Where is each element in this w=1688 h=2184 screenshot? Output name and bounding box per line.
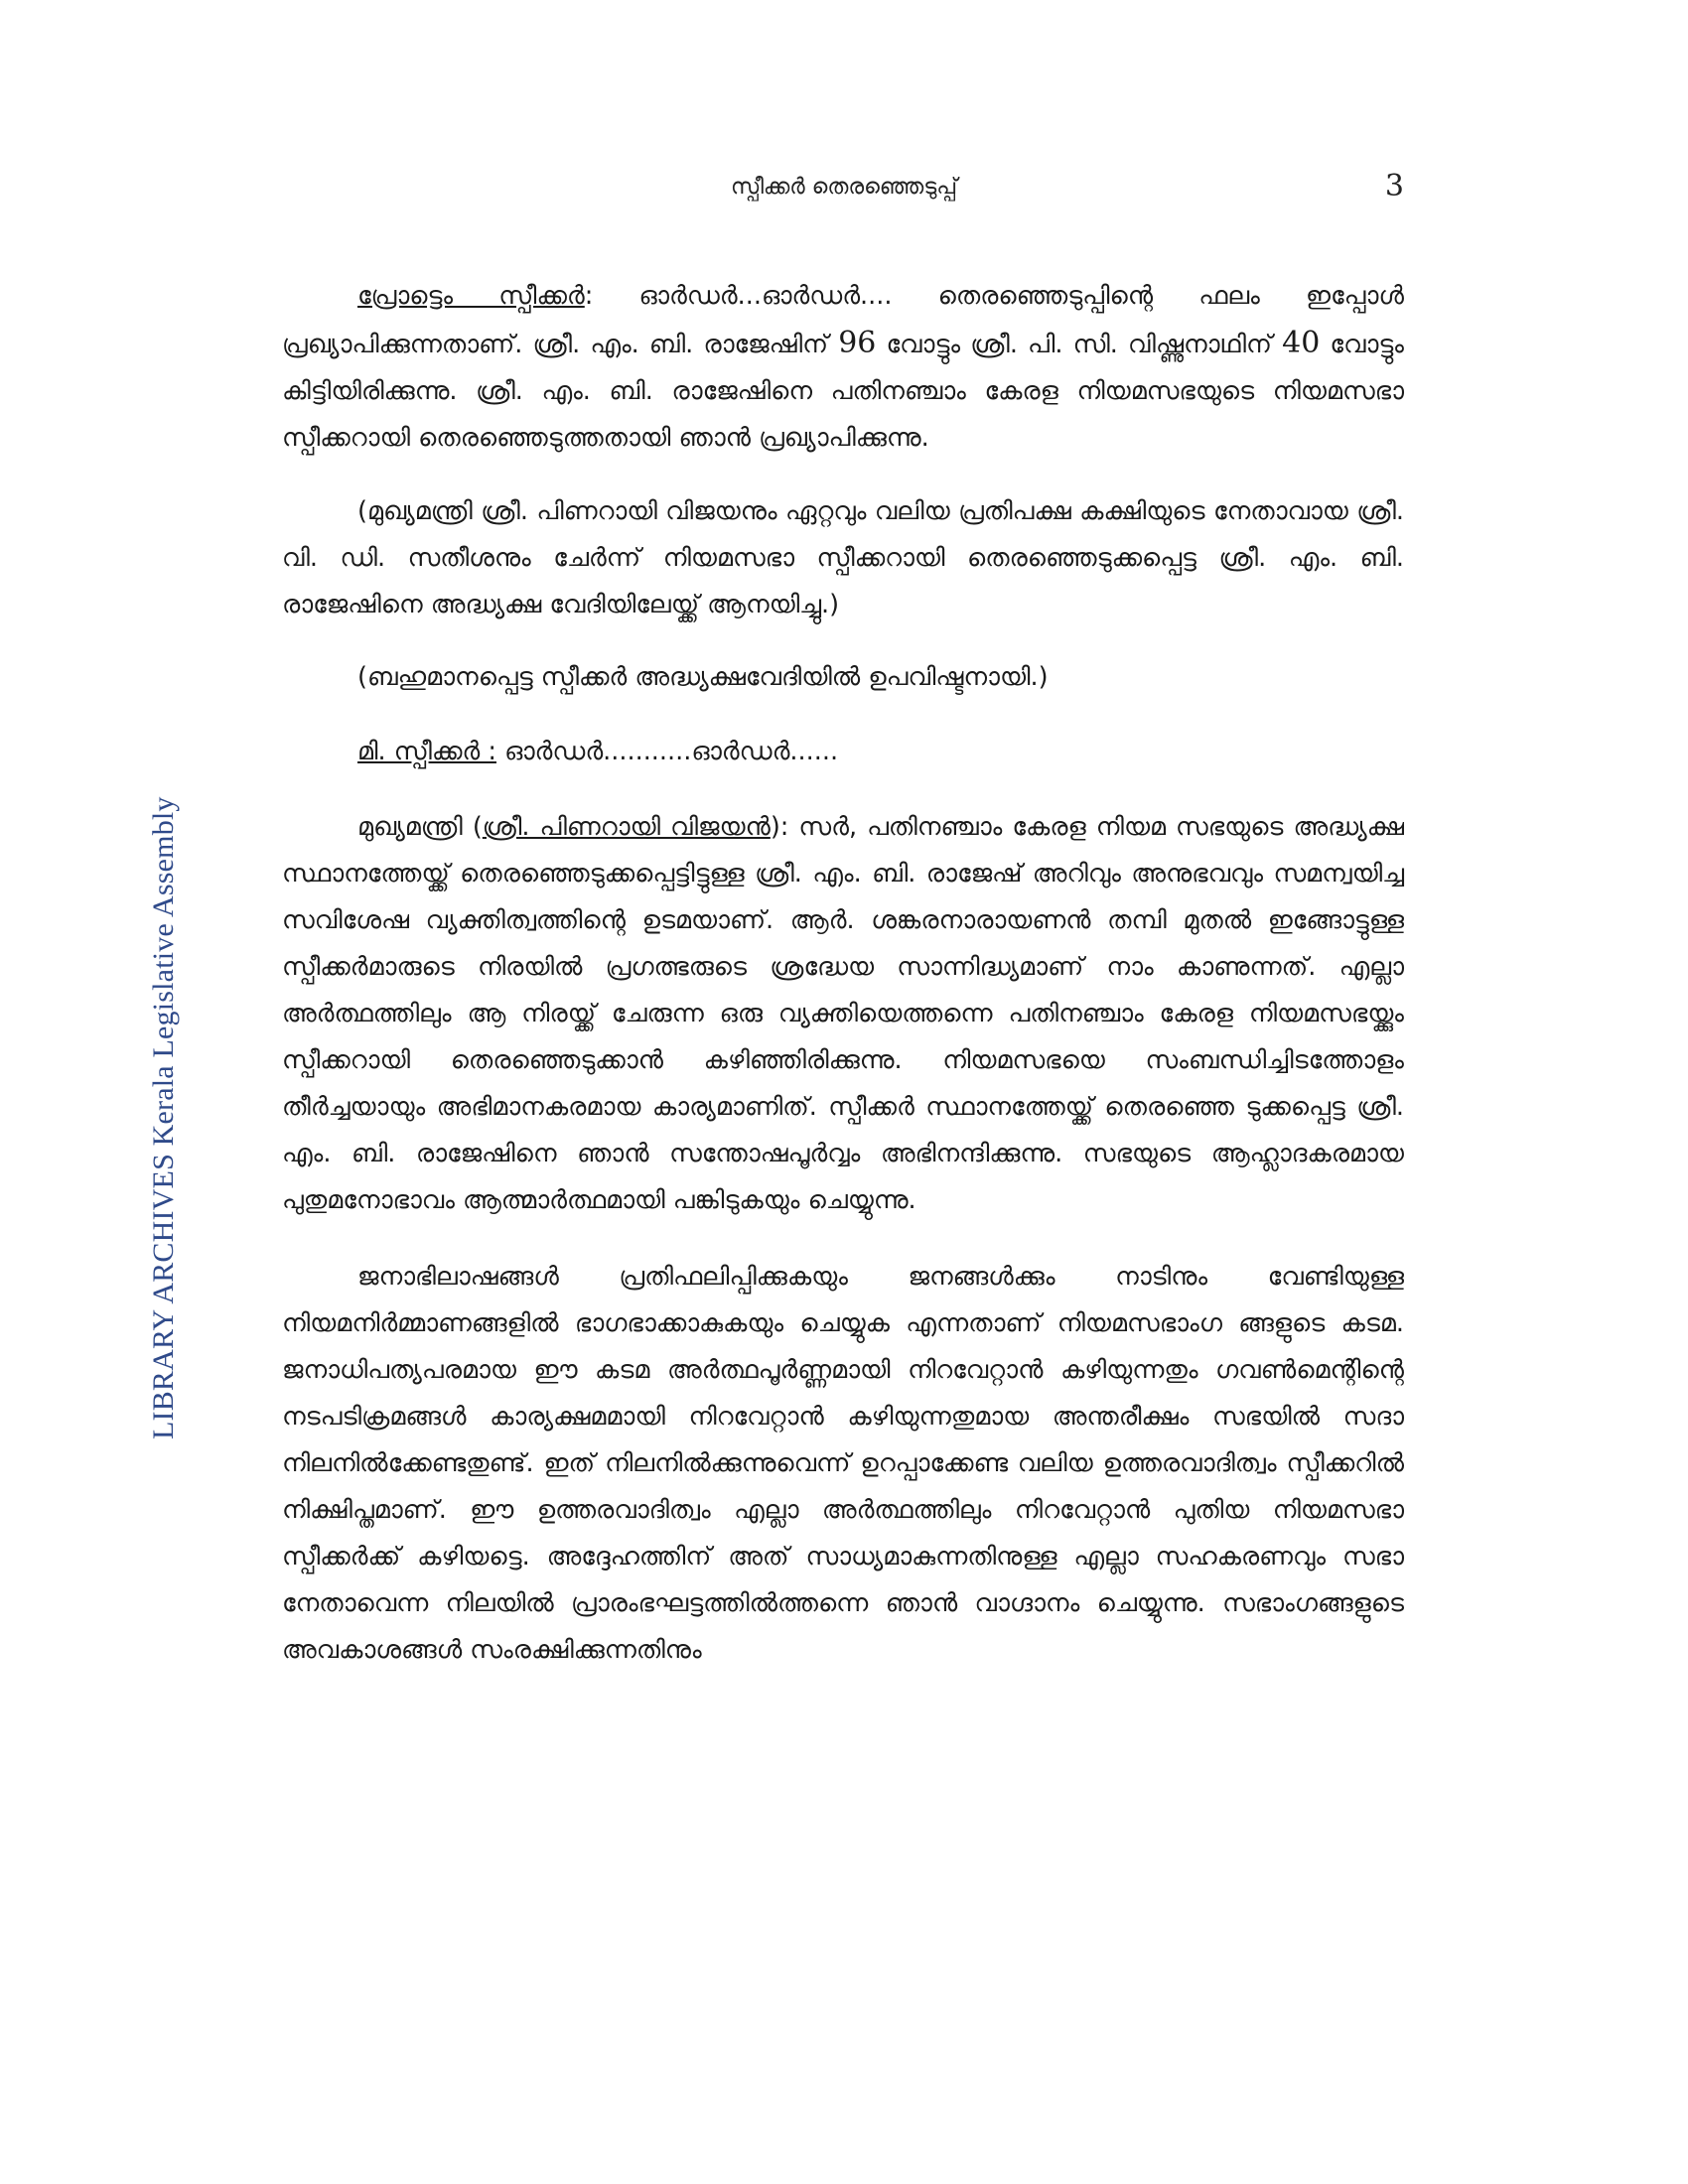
paragraph-stage-note: (ബഹുമാനപ്പെട്ട സ്പീക്കർ അദ്ധ്യക്ഷവേദിയിൽ ഉപവിഷ്ടനായി.) xyxy=(357,662,1049,692)
paragraph-text: : ഓർഡർ...ഓർഡർ.... തെരഞ്ഞെടുപ്പിന്റെ ഫലം ഇപ്പോൾ പ്രഖ്യാപിക്കുന്നതാണ്. ശ്രീ. എം. ബി. രാജേഷിന് xyxy=(282,281,1404,359)
vote-count: 96 xyxy=(838,326,877,360)
paragraph-text: വോട്ടും കിട്ടിയിരിക്കുന്നു. ശ്രീ. എം. ബി. രാജേഷിനെ പതിനഞ്ചാം കേരള നിയമസഭയുടെ നിയമസഭാ സ്പീക്കറായി തെരഞ്ഞെടുത്തതായി ഞാൻ പ്രഖ്യാപിക്കുന്നു. xyxy=(282,330,1404,453)
paragraph-chief-minister xyxy=(282,804,1404,1224)
paragraph-text: മുഖ്യമന്ത്രി ( xyxy=(357,812,483,842)
paragraph-text: ): സർ, പതിനഞ്ചാം കേരള നിയമ സഭയുടെ അദ്ധ്യക്ഷ സ്ഥാനത്തേയ്ക്ക് തെരഞ്ഞെടുക്കപ്പെട്ടിട്ടുള്ള ശ്രീ. എം. ബി. രാജേഷ് അറിവും അനുഭവവും സമന്വയിച്ച സവിശേഷ വ്യക്തിത്വത്തിന്റെ ഉടമയാണ്. ആർ. ശങ്കരനാരായണൻ തമ്പി മുതൽ ഇങ്ങോട്ടുള്ള സ്പീക്കർമാരുടെ നിരയിൽ പ്രഗത്ഭരുടെ ശ്രദ്ധേയ സാന്നിദ്ധ്യമാണ് നാം കാണുന്നത്. എല്ലാ അർത്ഥത്തിലും ആ നിരയ്ക്ക് ചേരുന്ന ഒരു വ്യക്തിയെത്തന്നെ പതിനഞ്ചാം കേരള നിയമസഭയ്ക്കും സ്പീക്കറായി തെരഞ്ഞെടുക്കാൻ കഴിഞ്ഞിരിക്കുന്നു. നിയമസഭയെ സംബന്ധിച്ചിടത്തോളം തീർച്ചയായും അഭിമാനകരമായ കാര്യമാണിത്. സ്പീക്കർ സ്ഥാനത്തേയ്ക്ക് തെരഞ്ഞെ ടുക്കപ്പെട്ട ശ്രീ. എം. ബി. രാജേഷിനെ ഞാൻ സന്തോഷപൂർവ്വം അഭിനന്ദിക്കുന്നു. സഭയുടെ ആഹ്ലാദകരമായ പുതുമനോഭാവം ആത്മാർത്ഥമായി പങ്കിടുകയും ചെയ്യുന്നു. xyxy=(282,812,1404,1215)
archive-watermark: LIBRARY ARCHIVES Kerala Legislative Assembly xyxy=(147,796,180,1439)
page-number: 3 xyxy=(1384,169,1404,204)
document-body xyxy=(282,273,1404,1674)
page-header xyxy=(0,169,1688,218)
paragraph-protem-speaker xyxy=(282,273,1404,462)
speaker-label: മി. സ്പീക്കർ : xyxy=(357,737,496,766)
running-title: സ്പീക്കർ തെരഞ്ഞെടുപ്പ് xyxy=(730,175,957,200)
paragraph-stage-note: (മുഖ്യമന്ത്രി ശ്രീ. പിണറായി വിജയനും ഏറ്റവും വലിയ പ്രതിപക്ഷ കക്ഷിയുടെ നേതാവായ ശ്രീ. വി. ഡി. സതീശനും ചേർന്ന് നിയമസഭാ സ്പീക്കറായി തെരഞ്ഞെടുക്കപ്പെട്ട ശ്രീ. എം. ബി. രാജേഷിനെ അദ്ധ്യക്ഷ വേദിയിലേയ്ക്ക് ആനയിച്ചു.) xyxy=(282,496,1404,619)
paragraph-speaker-order xyxy=(282,729,1404,775)
speaker-label: പ്രോട്ടെം സ്പീക്കർ xyxy=(357,281,585,311)
paragraph-text: വോട്ടും ശ്രീ. പി. സി. വിഷ്ണുനാഥിന് xyxy=(876,330,1283,359)
speaker-label: ശ്രീ. പിണറായി വിജയൻ xyxy=(482,812,771,842)
vote-count: 40 xyxy=(1282,326,1321,360)
paragraph-text: ഓർഡർ...........ഓർഡർ...... xyxy=(495,737,839,766)
paragraph-body: ജനാഭിലാഷങ്ങൾ പ്രതിഫലിപ്പിക്കുകയും ജനങ്ങൾക്കും നാടിനും വേണ്ടിയുള്ള നിയമനിർമ്മാണങ്ങളിൽ ഭാഗഭാക്കാകുകയും ചെയ്യുക എന്നതാണ് നിയമസഭാംഗ ങ്ങളുടെ കടമ. ജനാധിപത്യപരമായ ഈ കടമ അർത്ഥപൂർണ്ണമായി നിറവേറ്റാൻ കഴിയുന്നതും ഗവൺമെന്റിന്റെ നടപടിക്രമങ്ങൾ കാര്യക്ഷമമായി നിറവേറ്റാൻ കഴിയുന്നതുമായ അന്തരീക്ഷം സഭയിൽ സദാ നിലനിൽക്കേണ്ടതുണ്ട്. ഇത് നിലനിൽക്കുന്നുവെന്ന് ഉറപ്പാക്കേണ്ട വലിയ ഉത്തരവാദിത്വം സ്പീക്കറിൽ നിക്ഷിപ്തമാണ്. ഈ ഉത്തരവാദിത്വം എല്ലാ അർത്ഥത്തിലും നിറവേറ്റാൻ പുതിയ നിയമസഭാ സ്പീക്കർക്ക് കഴിയട്ടെ. അദ്ദേഹത്തിന് അത് സാധ്യമാകുന്നതിനുള്ള എല്ലാ സഹകരണവും സഭാ നേതാവെന്ന നിലയിൽ പ്രാരംഭഘട്ടത്തിൽത്തന്നെ ഞാൻ വാഗ്ദാനം ചെയ്യുന്നു. സഭാംഗങ്ങളുടെ അവകാശങ്ങൾ സംരക്ഷിക്കുന്നതിനും xyxy=(282,1262,1404,1665)
